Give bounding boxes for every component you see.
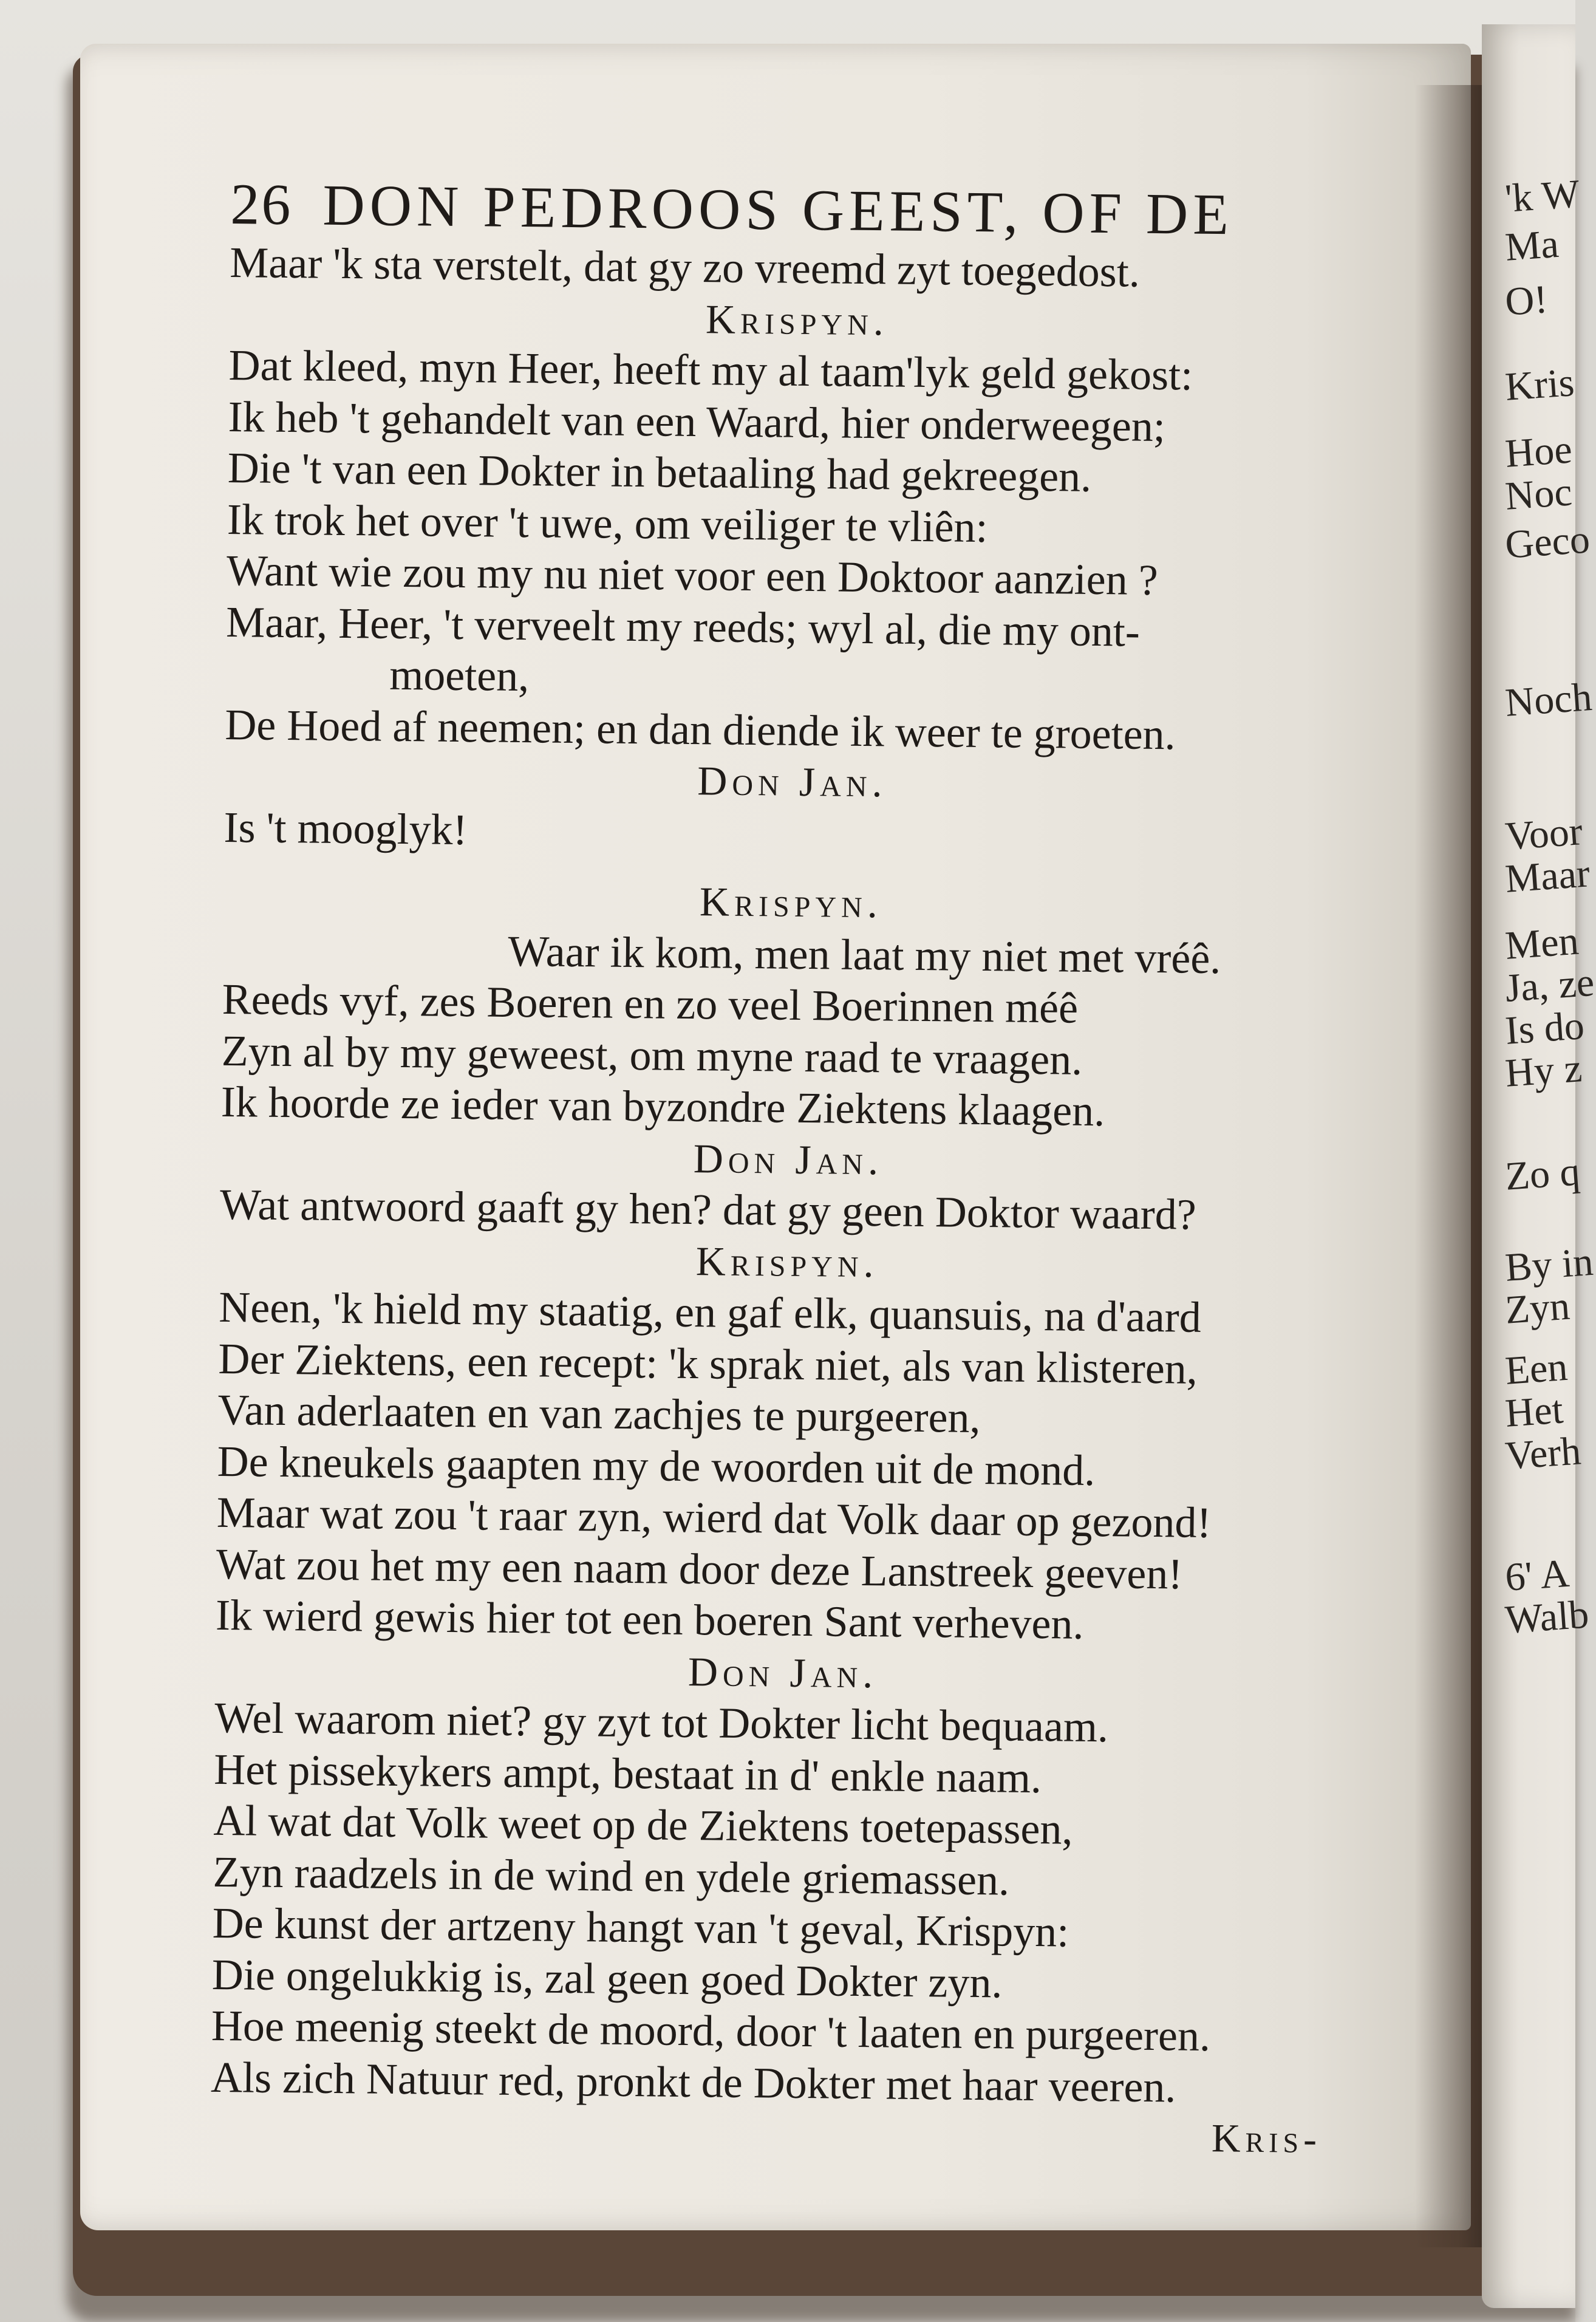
facing-page-fragment: Zyn (1504, 1283, 1572, 1333)
facing-page-fragment: O! (1504, 277, 1549, 324)
facing-page-fragment: Men (1504, 918, 1580, 968)
running-head: DON PEDROOS GEEST, OF DE (322, 172, 1234, 247)
verse-line: Wel waarom niet? gy zyt tot Dokter licht bequaam. (214, 1693, 1109, 1752)
speaker-name: Krispyn. (705, 295, 889, 344)
verse-line: Ik heb 't gehandelt van een Waard, hier onderweegen; (228, 392, 1166, 451)
verse-line: Want wie zou my nu niet voor een Doktoor aanzien ? (226, 545, 1159, 605)
verse-line: Dat kleed, myn Heer, heeft my al taam'lyk geld gekost: (228, 340, 1193, 400)
verse-line: Als zich Natuur red, pronkt de Dokter met haar veeren. (210, 2052, 1176, 2111)
facing-page-fragment: Walb (1504, 1592, 1591, 1642)
verse-line: Al wat dat Volk weet op de Ziektens toetepassen, (213, 1795, 1073, 1854)
facing-page-fragment: Kris (1504, 360, 1576, 409)
facing-page-fragment: 'k W (1504, 171, 1581, 221)
verse-lines (211, 237, 1366, 2114)
page-number: 26 (230, 171, 293, 237)
speaker-name: Don Jan. (687, 1648, 878, 1696)
verse-line: Ik hoorde ze ieder van byzondre Ziektens klaagen. (220, 1077, 1105, 1136)
verse-line: Waar ik kom, men laat my niet met vréê. (508, 926, 1221, 983)
verse-line: Hoe meenig steekt de moord, door 't laaten en purgeeren. (211, 2001, 1211, 2061)
verse-line: moeten, (389, 650, 530, 701)
verse-line: Neen, 'k hield my staatig, en gaf elk, quansuis, na d'aard (218, 1282, 1202, 1342)
verse-line: Die ongelukkig is, zal geen goed Dokter zyn. (211, 1950, 1003, 2007)
verse-line: De kunst der artzeny hangt van 't geval, Krispyn: (212, 1898, 1069, 1956)
verse-line: Maar wat zou 't raar zyn, wierd dat Volk daar op gezond! (216, 1487, 1212, 1548)
verse-line: Van aderlaaten en van zachjes te purgeeren, (217, 1385, 981, 1443)
facing-page-fragment: Hy z (1504, 1046, 1584, 1096)
verse-line: Zyn raadzels in de wind en ydele griemassen. (213, 1847, 1010, 1905)
verse-line: Ik wierd gewis hier tot een boeren Sant verheven. (215, 1590, 1084, 1648)
facing-page-fragment: 6' A (1504, 1551, 1571, 1600)
verse-line: Maar, Heer, 't verveelt my reeds; wyl al, die my ont- (225, 597, 1141, 656)
page-text-block (210, 170, 1366, 2166)
verse-line: Zyn al by my geweest, om myne raad te vraagen. (221, 1026, 1083, 1084)
verse-line: Reeds vyf, zes Boeren en zo veel Boerinnen méê (222, 974, 1079, 1033)
verse-line: Is 't mooglyk! (223, 802, 468, 854)
verse-line: Het pissekykers ampt, bestaat in d' enkle naam. (214, 1744, 1042, 1802)
facing-page-fragment: Een (1504, 1344, 1569, 1393)
facing-page-fragment: Hoe (1504, 427, 1574, 476)
facing-page-fragment: Ma (1504, 221, 1560, 270)
book-gutter (1415, 85, 1488, 2247)
speaker-name: Krispyn. (695, 1237, 879, 1286)
verse-line: De kneukels gaapten my de woorden uit de mond. (217, 1436, 1096, 1495)
facing-page-fragment: Het (1504, 1387, 1565, 1436)
verse-line: De Hoed af neemen; en dan diende ik weer te groeten. (225, 700, 1176, 759)
facing-page-fragment: Voor (1504, 809, 1584, 859)
catchword: Kris- (1211, 2116, 1322, 2162)
page-header (230, 170, 1366, 249)
verse-line: Die 't van een Dokter in betaaling had gekreegen. (227, 443, 1092, 501)
verse-line: Der Ziektens, een recept: 'k sprak niet, als van klisteren, (218, 1334, 1198, 1393)
facing-page-fragment: Ja, ze (1504, 960, 1596, 1011)
speaker-name: Don Jan. (697, 757, 888, 806)
verse-line: Maar 'k sta verstelt, dat gy zo vreemd zyt toegedost. (229, 237, 1141, 296)
verse-line: Ik trok het over 't uwe, om veiliger te vliên: (227, 494, 988, 551)
facing-page-fragment: Zo q (1504, 1149, 1581, 1199)
verse-line: Wat zou het my een naam door deze Lanstreek geeven! (216, 1539, 1183, 1599)
speaker-name: Krispyn. (699, 878, 883, 927)
facing-page-fragment: Is do (1504, 1003, 1586, 1053)
facing-page-fragment: Geco (1504, 517, 1592, 567)
facing-page-fragment: By in (1504, 1239, 1595, 1290)
speaker-name: Don Jan. (693, 1135, 884, 1183)
right-page-edge (1482, 24, 1596, 2308)
verse-line: Wat antwoord gaaft gy hen? dat gy geen Doktor waard? (219, 1180, 1197, 1239)
facing-page-fragment: Noc (1504, 470, 1574, 519)
facing-page-fragment: Verh (1504, 1429, 1583, 1478)
facing-page-fragment: Maar (1504, 851, 1592, 901)
facing-page-fragment: Noch (1504, 675, 1594, 725)
